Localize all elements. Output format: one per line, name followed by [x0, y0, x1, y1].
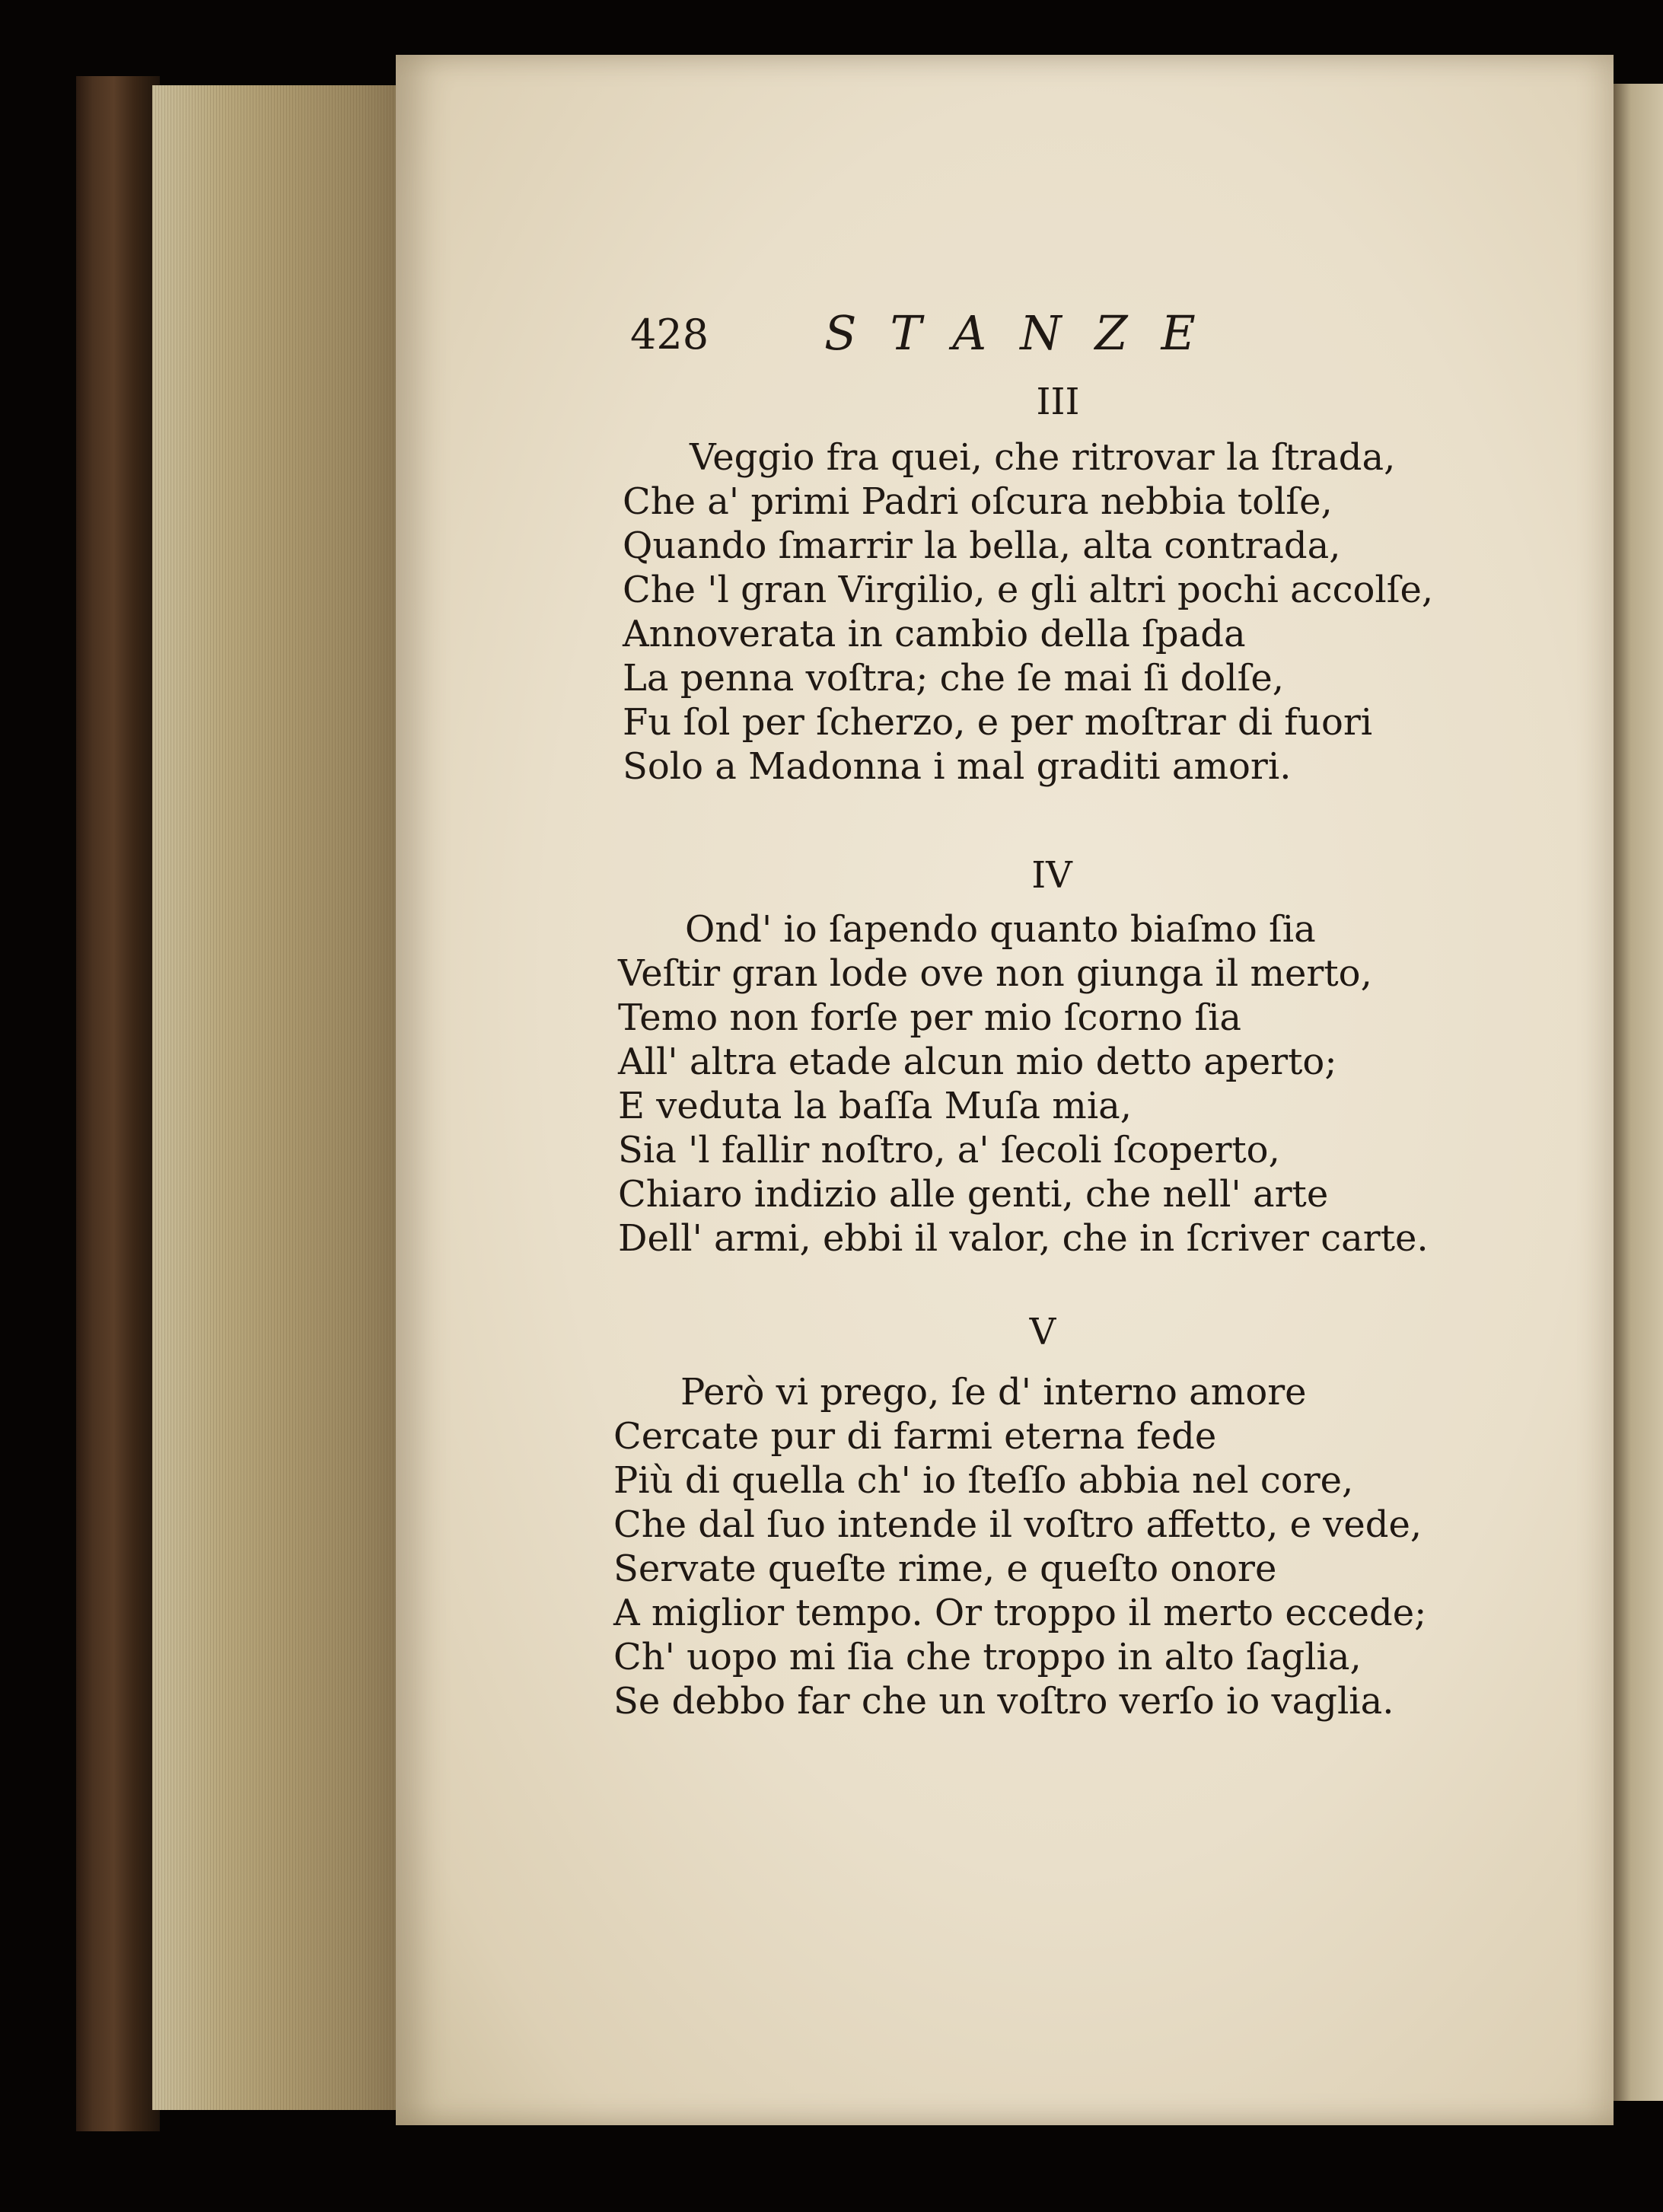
- verse-line: Chiaro indizio alle genti, che nell' arte: [618, 1173, 1329, 1216]
- verse-line: Se debbo far che un voſtro verſo io vaglia.: [613, 1680, 1394, 1723]
- verse-line: Veſtir gran lode ove non giunga il merto,: [618, 952, 1372, 995]
- verse-line: Dell' armi, ebbi il valor, che in ſcriver carte.: [618, 1217, 1429, 1260]
- stanza-number-5: V: [1029, 1311, 1056, 1353]
- page-edges: [152, 85, 396, 2110]
- page-header: [630, 297, 1346, 373]
- verse-line: Quando ſmarrir la bella, alta contrada,: [623, 524, 1341, 567]
- verse-line: La penna voſtra; che ſe mai ſi dolſe,: [623, 657, 1285, 700]
- stanza-4: [618, 907, 1531, 1261]
- verse-line: Cercate pur di farmi eterna fede: [613, 1415, 1217, 1458]
- verse-line: Veggio fra quei, che ritrovar la ſtrada,: [690, 436, 1396, 479]
- verse-line: Che dal ſuo intende il voſtro affetto, e vede,: [613, 1503, 1422, 1546]
- verse-line: A miglior tempo. Or troppo il merto eccede;: [613, 1592, 1427, 1634]
- verse-line: Però vi prego, ſe d' interno amore: [680, 1371, 1307, 1414]
- verse-line: Annoverata in cambio della ſpada: [623, 613, 1246, 655]
- stanza-number-3: III: [1036, 381, 1080, 423]
- verse-line: Che 'l gran Virgilio, e gli altri pochi accolſe,: [623, 569, 1434, 611]
- verse-line: Solo a Madonna i mal graditi amori.: [623, 745, 1292, 788]
- stanza-5: [613, 1370, 1527, 1723]
- book-binding: [76, 76, 160, 2131]
- verse-line: Fu ſol per ſcherzo, e per moſtrar di fuori: [623, 701, 1373, 744]
- running-title: STANZE: [824, 305, 1229, 361]
- verse-line: Servate queſte rime, e queſto onore: [613, 1547, 1277, 1590]
- verse-line: E veduta la baſſa Muſa mia,: [618, 1085, 1133, 1127]
- verse-line: Temo non forſe per mio ſcorno ſia: [618, 996, 1242, 1039]
- verse-line: Che a' primi Padri oſcura nebbia tolſe,: [623, 480, 1333, 523]
- facing-page-edge: [1614, 84, 1663, 2101]
- verse-line: Sia 'l fallir noſtro, a' ſecoli ſcoperto,: [618, 1129, 1280, 1171]
- verse-line: Ond' io ſapendo quanto biaſmo ſia: [685, 908, 1316, 951]
- verse-line: Ch' uopo mi ſia che troppo in alto ſaglia,: [613, 1636, 1362, 1678]
- verse-line: All' altra etade alcun mio detto aperto;: [618, 1041, 1337, 1083]
- page-number: 428: [630, 311, 709, 359]
- stanza-number-4: IV: [1031, 854, 1072, 897]
- stanza-3: [623, 435, 1536, 789]
- verse-line: Più di quella ch' io ſteſſo abbia nel core,: [613, 1459, 1354, 1502]
